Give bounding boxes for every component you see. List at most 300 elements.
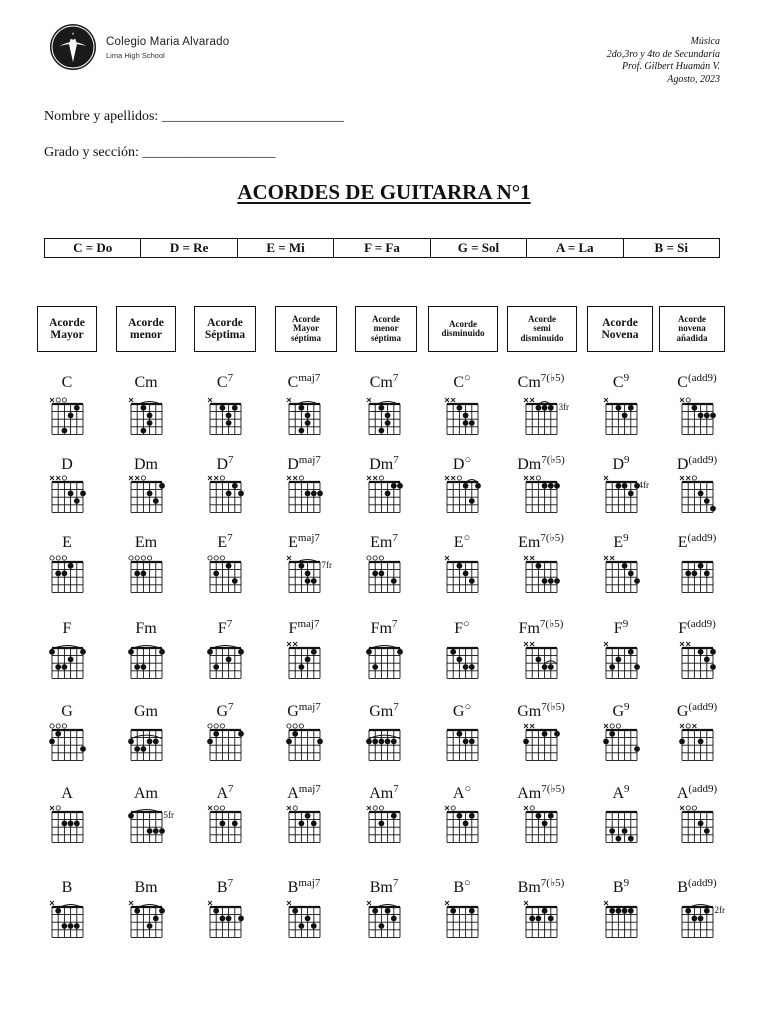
finger-dot	[554, 731, 560, 737]
open-string-marker	[214, 556, 218, 560]
finger-dot	[384, 491, 390, 497]
muted-string-marker	[287, 806, 291, 810]
open-string-marker	[366, 556, 370, 560]
chord-suffix: m	[144, 534, 158, 551]
finger-dot	[61, 923, 67, 929]
chord-name	[101, 703, 191, 721]
chord-diagram	[48, 802, 119, 848]
chord-name	[652, 534, 742, 552]
open-string-marker	[692, 476, 696, 480]
finger-dot	[603, 739, 609, 745]
chord-diagram	[678, 897, 749, 943]
chord-diagram	[443, 472, 514, 518]
open-string-marker	[536, 476, 540, 480]
finger-dot	[475, 483, 481, 489]
finger-dot	[535, 405, 541, 411]
finger-dot	[140, 664, 146, 670]
finger-dot	[146, 923, 152, 929]
finger-dot	[61, 428, 67, 434]
chord-root: C	[612, 374, 624, 391]
finger-dot	[703, 828, 709, 834]
chord-suffix-m: m	[527, 534, 541, 551]
finger-dot	[80, 746, 86, 752]
finger-dot	[366, 649, 372, 655]
muted-string-marker	[129, 476, 133, 480]
chord-name	[180, 785, 270, 803]
chord-diagram	[365, 638, 436, 684]
chord-suffix: 7(♭5)	[541, 701, 565, 713]
finger-dot	[703, 657, 709, 663]
muted-string-marker	[604, 901, 608, 905]
muted-string-marker	[524, 901, 528, 905]
open-string-marker	[207, 724, 211, 728]
chord-suffix: 7(♭5)	[540, 372, 565, 384]
chord-suffix: (add9)	[687, 532, 717, 544]
chord-diagram	[365, 552, 436, 598]
muted-string-marker	[604, 398, 608, 402]
chord-suffix: (add9)	[687, 618, 716, 630]
finger-dot	[134, 908, 140, 914]
chord-suffix-m: m	[528, 879, 541, 896]
name-field-label: Nombre y apellidos: __________________________	[44, 109, 344, 124]
chord-diagram	[206, 720, 277, 766]
finger-dot	[213, 664, 219, 670]
course-date: Agosto, 2023	[667, 73, 720, 85]
finger-dot	[703, 498, 709, 504]
barre-arc	[131, 735, 162, 739]
muted-string-marker	[373, 476, 377, 480]
muted-string-marker	[287, 901, 291, 905]
muted-string-marker	[451, 398, 455, 402]
chord-suffix: ○	[464, 877, 471, 889]
chord-suffix: maj7	[298, 454, 321, 466]
chord-suffix-m: m	[528, 456, 542, 473]
finger-dot	[231, 821, 237, 827]
finger-dot	[710, 649, 716, 655]
chord-name	[652, 620, 742, 638]
finger-dot	[685, 908, 691, 914]
finger-dot	[366, 739, 372, 745]
chord-root: C	[453, 374, 464, 391]
finger-dot	[378, 821, 384, 827]
finger-dot	[298, 923, 304, 929]
chord-root: D	[216, 456, 229, 473]
note-cell: C = Do	[45, 239, 141, 257]
finger-dot	[621, 563, 627, 569]
chord-suffix: (add9)	[688, 783, 718, 795]
finger-dot	[627, 649, 633, 655]
muted-string-marker	[680, 642, 684, 646]
chord-root: A	[61, 785, 73, 802]
chord-diagram	[48, 720, 119, 766]
finger-dot	[450, 908, 456, 914]
chord-suffix: 7	[392, 532, 398, 544]
muted-string-marker	[208, 901, 212, 905]
chord-root: E	[453, 534, 464, 551]
chord-suffix-m: m	[527, 620, 540, 637]
finger-dot	[372, 739, 378, 745]
finger-dot	[535, 657, 541, 663]
chord-type-header	[507, 306, 577, 352]
chord-diagram	[602, 552, 673, 598]
finger-dot	[128, 649, 134, 655]
chord-name	[652, 785, 742, 803]
finger-dot	[697, 563, 703, 569]
finger-dot	[372, 571, 378, 577]
muted-string-marker	[604, 556, 608, 560]
muted-string-marker	[287, 476, 291, 480]
chord-suffix-m: m	[379, 534, 393, 551]
finger-dot	[152, 498, 158, 504]
finger-dot	[703, 571, 709, 577]
chord-suffix: 7(♭5)	[540, 877, 565, 889]
finger-dot	[609, 828, 615, 834]
finger-dot	[390, 578, 396, 584]
finger-dot	[134, 571, 140, 577]
chord-suffix-m: m	[528, 785, 542, 802]
muted-string-marker	[604, 476, 608, 480]
finger-dot	[627, 836, 633, 842]
finger-dot	[298, 428, 304, 434]
chord-diagram	[285, 802, 356, 848]
finger-dot	[384, 413, 390, 419]
chord-diagram	[206, 472, 277, 518]
chord-name	[101, 620, 191, 638]
chord-type-label: Acorde menor	[128, 316, 164, 341]
course-name: Música	[690, 36, 720, 47]
chord-root: C	[134, 374, 146, 391]
finger-dot	[61, 821, 67, 827]
chord-name	[496, 703, 586, 721]
muted-string-marker	[214, 476, 218, 480]
finger-dot	[213, 571, 219, 577]
open-string-marker	[451, 806, 455, 810]
finger-dot	[615, 836, 621, 842]
chord-diagram	[206, 802, 277, 848]
chord-root: D	[452, 456, 465, 473]
chord-suffix: 7	[393, 783, 399, 795]
finger-dot	[541, 821, 547, 827]
muted-string-marker	[367, 476, 371, 480]
chord-root: B	[612, 879, 624, 896]
finger-dot	[547, 483, 553, 489]
chord-suffix: m	[145, 374, 158, 391]
chord-type-label: Acorde Novena	[601, 316, 639, 341]
open-string-marker	[220, 556, 224, 560]
finger-dot	[146, 420, 152, 426]
chord-root: G	[676, 703, 689, 720]
chord-name	[496, 534, 586, 552]
finger-dot	[378, 571, 384, 577]
chord-name	[339, 374, 429, 392]
chord-suffix: m	[145, 703, 158, 720]
open-string-marker	[62, 476, 66, 480]
finger-dot	[384, 420, 390, 426]
finger-dot	[462, 483, 468, 489]
finger-dot	[697, 739, 703, 745]
fret-position-label: 2fr	[714, 905, 725, 915]
finger-dot	[55, 731, 61, 737]
chord-root: B	[517, 879, 529, 896]
muted-string-marker	[451, 476, 455, 480]
chord-diagram	[127, 897, 198, 943]
chord-root: B	[677, 879, 688, 896]
muted-string-marker	[50, 476, 54, 480]
finger-dot	[634, 664, 640, 670]
finger-dot	[67, 821, 73, 827]
finger-dot	[225, 916, 231, 922]
muted-string-marker	[208, 398, 212, 402]
chord-name	[259, 785, 349, 803]
finger-dot	[134, 746, 140, 752]
fret-position-label: 4fr	[638, 480, 649, 490]
chord-root: E	[134, 534, 145, 551]
muted-string-marker	[129, 398, 133, 402]
muted-string-marker	[686, 642, 690, 646]
finger-dot	[627, 571, 633, 577]
finger-dot	[225, 413, 231, 419]
finger-dot	[541, 664, 547, 670]
finger-dot	[67, 413, 73, 419]
chord-root: C	[287, 374, 299, 391]
chord-suffix: 9	[623, 532, 629, 544]
chord-root: E	[217, 534, 228, 551]
chord-suffix: 7(♭5)	[541, 454, 565, 466]
finger-dot	[456, 657, 462, 663]
finger-dot	[238, 491, 244, 497]
finger-dot	[462, 413, 468, 419]
finger-dot	[146, 739, 152, 745]
chord-suffix-m: m	[380, 879, 393, 896]
finger-dot	[372, 664, 378, 670]
finger-dot	[159, 483, 165, 489]
finger-dot	[697, 413, 703, 419]
finger-dot	[231, 405, 237, 411]
chord-name	[180, 879, 270, 897]
chord-root: E	[613, 534, 624, 551]
chord-root: E	[677, 534, 688, 551]
open-string-marker	[286, 724, 290, 728]
open-string-marker	[379, 806, 383, 810]
finger-dot	[468, 739, 474, 745]
chord-diagram	[522, 394, 593, 440]
chord-suffix: 9	[624, 783, 630, 795]
chord-root: B	[216, 879, 228, 896]
finger-dot	[468, 420, 474, 426]
school-subtitle: Lima High School	[106, 51, 165, 60]
chord-root: B	[61, 879, 73, 896]
finger-dot	[49, 739, 55, 745]
finger-dot	[140, 746, 146, 752]
chord-name	[22, 620, 112, 638]
chord-diagram	[127, 720, 198, 766]
chord-name	[496, 879, 586, 897]
chord-suffix: ○	[464, 372, 471, 384]
finger-dot	[462, 420, 468, 426]
chord-suffix-m: m	[528, 703, 542, 720]
muted-string-marker	[524, 398, 528, 402]
finger-dot	[710, 413, 716, 419]
finger-dot	[627, 491, 633, 497]
chord-diagram	[522, 552, 593, 598]
chord-type-header	[37, 306, 97, 352]
chord-suffix: 7	[392, 877, 399, 889]
finger-dot	[456, 731, 462, 737]
chord-name	[180, 534, 270, 552]
finger-dot	[219, 916, 225, 922]
open-string-marker	[135, 556, 139, 560]
chord-root: G	[216, 703, 229, 720]
muted-string-marker	[524, 806, 528, 810]
chord-diagram	[522, 897, 593, 943]
chord-diagram	[602, 394, 673, 440]
chord-name	[339, 534, 429, 552]
page-title: ACORDES DE GUITARRA N°1	[237, 180, 531, 204]
note-cell: B = Si	[654, 240, 688, 255]
note-cell: E = Mi	[238, 239, 334, 257]
chord-type-label: Acorde novena añadida	[676, 313, 708, 343]
finger-dot	[691, 916, 697, 922]
finger-dot	[462, 821, 468, 827]
chord-root: F	[135, 620, 145, 637]
finger-dot	[61, 571, 67, 577]
chord-diagram	[285, 720, 356, 766]
chord-name	[22, 703, 112, 721]
finger-dot	[547, 916, 553, 922]
chord-name	[652, 374, 742, 392]
finger-dot	[535, 563, 541, 569]
muted-string-marker	[56, 476, 60, 480]
open-string-marker	[56, 556, 60, 560]
finger-dot	[73, 498, 79, 504]
muted-string-marker	[524, 556, 528, 560]
course-info	[607, 36, 720, 86]
chord-diagram	[365, 897, 436, 943]
finger-dot	[304, 420, 310, 426]
chord-root: C	[216, 374, 228, 391]
muted-string-marker	[367, 398, 371, 402]
chord-diagram	[443, 720, 514, 766]
chord-type-header	[659, 306, 725, 352]
chord-diagram	[443, 897, 514, 943]
chord-root: D	[369, 456, 381, 473]
chord-name	[101, 785, 191, 803]
finger-dot	[304, 413, 310, 419]
muted-string-marker	[367, 901, 371, 905]
chord-suffix: maj7	[298, 701, 321, 713]
chord-diagram	[522, 802, 593, 848]
chord-name	[417, 534, 507, 552]
fret-position-label: 7fr	[321, 560, 332, 570]
muted-string-marker	[135, 476, 139, 480]
chord-name	[22, 785, 112, 803]
fret-position-label: 3fr	[558, 402, 569, 412]
open-string-marker	[62, 556, 66, 560]
chord-type-header	[587, 306, 653, 352]
open-string-marker	[616, 724, 620, 728]
chord-diagram	[443, 552, 514, 598]
open-string-marker	[214, 806, 218, 810]
finger-dot	[73, 821, 79, 827]
muted-string-marker	[445, 901, 449, 905]
finger-dot	[547, 578, 553, 584]
finger-dot	[310, 821, 316, 827]
finger-dot	[691, 405, 697, 411]
chord-suffix: 9	[622, 618, 629, 630]
chord-root: D	[676, 456, 689, 473]
chord-name	[652, 703, 742, 721]
muted-string-marker	[524, 724, 528, 728]
finger-dot	[55, 908, 61, 914]
finger-dot	[372, 908, 378, 914]
finger-dot	[304, 657, 310, 663]
chord-diagram	[678, 720, 749, 766]
chord-root: B	[369, 879, 381, 896]
chord-suffix-m: m	[380, 785, 394, 802]
chord-diagram	[678, 472, 749, 518]
finger-dot	[468, 498, 474, 504]
note-cell: D = Re	[141, 239, 237, 257]
chord-diagram	[365, 802, 436, 848]
finger-dot	[384, 908, 390, 914]
chord-root: G	[61, 703, 73, 720]
finger-dot	[462, 664, 468, 670]
chord-root: G	[452, 703, 465, 720]
chord-diagram	[48, 552, 119, 598]
finger-dot	[615, 483, 621, 489]
chord-name	[417, 879, 507, 897]
chord-name	[417, 374, 507, 392]
chord-root: B	[134, 879, 146, 896]
muted-string-marker	[50, 398, 54, 402]
chord-name	[180, 620, 270, 638]
chord-root: G	[287, 703, 299, 720]
finger-dot	[292, 731, 298, 737]
chord-root: E	[288, 534, 298, 551]
chord-root: A	[676, 785, 689, 802]
course-grades: 2do,3ro y 4to de Secundaria	[606, 48, 720, 60]
muted-string-marker	[445, 398, 449, 402]
finger-dot	[238, 731, 244, 737]
chord-root: D	[517, 456, 529, 473]
chord-diagram	[365, 472, 436, 518]
finger-dot	[134, 664, 140, 670]
muted-string-marker	[530, 724, 534, 728]
chord-suffix: m	[145, 879, 158, 896]
chord-diagram	[48, 394, 119, 440]
open-string-marker	[56, 724, 60, 728]
finger-dot	[146, 491, 152, 497]
chord-root: G	[612, 703, 625, 720]
finger-dot	[390, 813, 396, 819]
chord-suffix: (add9)	[688, 454, 718, 466]
chord-root: A	[287, 785, 299, 802]
chord-root: C	[369, 374, 381, 391]
finger-dot	[547, 405, 553, 411]
chord-suffix: m	[145, 456, 158, 473]
chord-root: G	[369, 703, 381, 720]
finger-dot	[621, 908, 627, 914]
chord-diagram	[602, 802, 673, 848]
chord-diagram	[285, 638, 356, 684]
chord-suffix: ○	[464, 454, 472, 466]
chord-diagram	[285, 394, 356, 440]
chord-root: A	[612, 785, 625, 802]
chord-name	[22, 534, 112, 552]
muted-string-marker	[680, 398, 684, 402]
muted-string-marker	[524, 642, 528, 646]
chord-suffix: 9	[624, 701, 630, 713]
